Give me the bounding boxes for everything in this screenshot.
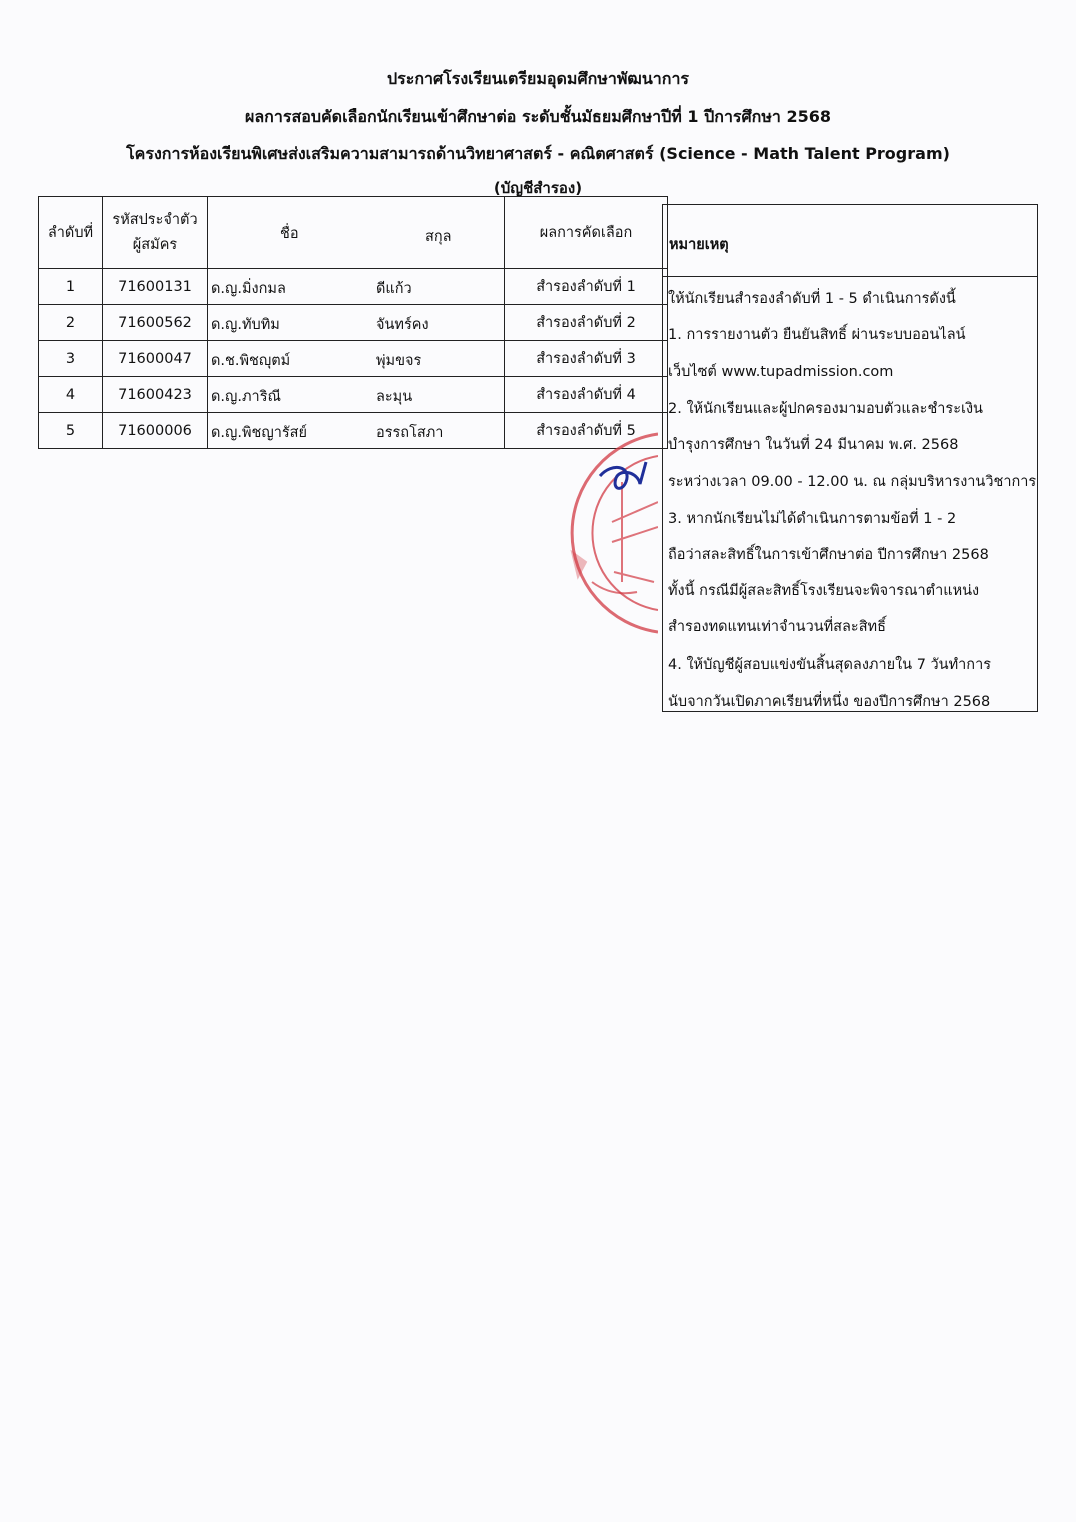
row-first-name: ด.ช.พิชญุตม์ xyxy=(211,353,291,369)
announcement-title: ประกาศโรงเรียนเตรียมอุดมศึกษาพัฒนาการ xyxy=(386,69,690,88)
seal-inner-ring xyxy=(592,456,658,610)
header-result: ผลการคัดเลือก xyxy=(505,197,668,269)
row-last-name: ละมุน xyxy=(376,389,413,405)
row-last-name: พุ่มขจร xyxy=(376,353,422,369)
row-name xyxy=(208,269,505,305)
signature-icon xyxy=(600,462,646,488)
seal-outer-ring xyxy=(572,434,658,632)
results-table xyxy=(38,196,668,449)
header-code-line2: ผู้สมัคร xyxy=(132,236,178,253)
school-seal-icon xyxy=(542,432,658,634)
remark-line: เว็บไซต์ www.tupadmission.com xyxy=(668,364,894,380)
remark-line: 2. ให้นักเรียนและผู้ปกครองมามอบตัวและชำระเงิน xyxy=(668,401,983,417)
header-no: ลำดับที่ xyxy=(39,197,103,269)
row-name xyxy=(208,305,505,341)
program-title: โครงการห้องเรียนพิเศษส่งเสริมความสามารถด้านวิทยาศาสตร์ - คณิตศาสตร์ (Science - Math Talent Program) xyxy=(126,144,950,163)
row-code: 71600423 xyxy=(103,377,208,413)
row-no: 1 xyxy=(39,269,103,305)
remark-line: ทั้งนี้ กรณีมีผู้สละสิทธิ์โรงเรียนจะพิจารณาตำแหน่ง xyxy=(668,583,980,599)
remark-line: ให้นักเรียนสำรองลำดับที่ 1 - 5 ดำเนินการดังนี้ xyxy=(668,291,956,307)
remark-line: บำรุงการศึกษา ในวันที่ 24 มีนาคม พ.ศ. 2568 xyxy=(668,437,959,453)
row-name xyxy=(208,377,505,413)
table-row xyxy=(39,305,668,341)
table-row xyxy=(39,377,668,413)
row-first-name: ด.ญ.ทับทิม xyxy=(211,317,280,333)
row-name xyxy=(208,413,505,449)
announcement-subtitle: ผลการสอบคัดเลือกนักเรียนเข้าศึกษาต่อ ระดับชั้นมัธยมศึกษาปีที่ 1 ปีการศึกษา 2568 xyxy=(245,107,831,126)
header-name xyxy=(208,197,505,269)
header-code-line1: รหัสประจำตัว xyxy=(112,211,198,228)
remark-line: ถือว่าสละสิทธิ์ในการเข้าศึกษาต่อ ปีการศึกษา 2568 xyxy=(668,547,989,563)
table-row xyxy=(39,269,668,305)
row-result: สำรองลำดับที่ 5 xyxy=(505,413,668,449)
remark-line: สำรองทดแทนเท่าจำนวนที่สละสิทธิ์ xyxy=(668,619,886,635)
row-last-name: อรรถโสภา xyxy=(376,425,444,441)
remark-line: 4. ให้บัญชีผู้สอบแข่งขันสิ้นสุดลงภายใน 7 วันทำการ xyxy=(668,657,991,673)
row-first-name: ด.ญ.พิชญารัสย์ xyxy=(211,425,308,441)
row-last-name: จันทร์คง xyxy=(376,317,429,333)
table-header-row xyxy=(39,197,668,269)
seal-emblem xyxy=(572,482,658,593)
row-result: สำรองลำดับที่ 1 xyxy=(505,269,668,305)
table-row xyxy=(39,341,668,377)
row-first-name: ด.ญ.ภาริณี xyxy=(211,389,281,405)
header-first-name: ชื่อ xyxy=(280,226,299,242)
row-last-name: ดีแก้ว xyxy=(376,281,412,297)
remark-line: 1. การรายงานตัว ยืนยันสิทธิ์ ผ่านระบบออนไลน์ xyxy=(668,327,966,343)
header-last-name: สกุล xyxy=(425,229,452,245)
row-no: 5 xyxy=(39,413,103,449)
row-result: สำรองลำดับที่ 4 xyxy=(505,377,668,413)
row-code: 71600047 xyxy=(103,341,208,377)
row-no: 3 xyxy=(39,341,103,377)
remarks-title: หมายเหตุ xyxy=(663,205,1037,277)
row-code: 71600562 xyxy=(103,305,208,341)
list-type-label: (บัญชีสำรอง) xyxy=(493,179,583,197)
row-code: 71600131 xyxy=(103,269,208,305)
row-result: สำรองลำดับที่ 3 xyxy=(505,341,668,377)
remarks-box xyxy=(662,204,1038,712)
seal-rings xyxy=(572,434,658,632)
row-result: สำรองลำดับที่ 2 xyxy=(505,305,668,341)
remark-line: นับจากวันเปิดภาคเรียนที่หนึ่ง ของปีการศึกษา 2568 xyxy=(668,694,991,710)
header-applicant-code xyxy=(103,197,208,269)
table-row xyxy=(39,413,668,449)
row-first-name: ด.ญ.มิ่งกมล xyxy=(211,281,286,297)
row-name xyxy=(208,341,505,377)
row-code: 71600006 xyxy=(103,413,208,449)
remark-line: ระหว่างเวลา 09.00 - 12.00 น. ณ กลุ่มบริหารงานวิชาการ xyxy=(668,474,1037,490)
row-no: 4 xyxy=(39,377,103,413)
row-no: 2 xyxy=(39,305,103,341)
remark-line: 3. หากนักเรียนไม่ได้ดำเนินการตามข้อที่ 1 - 2 xyxy=(668,511,957,527)
